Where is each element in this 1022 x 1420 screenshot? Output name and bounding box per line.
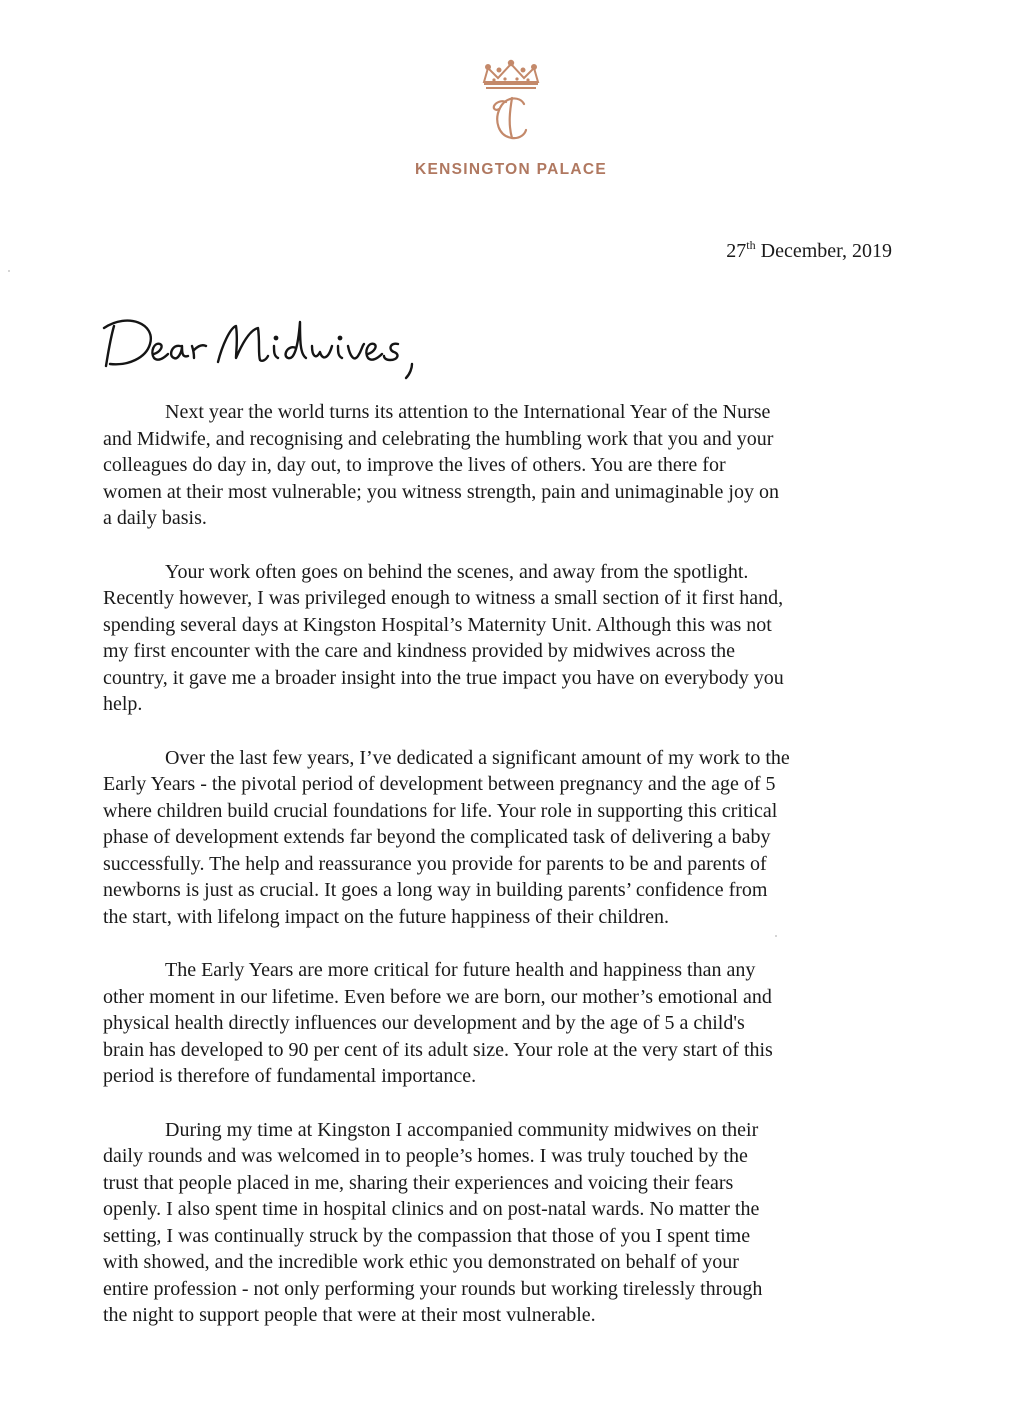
text-line: Recently however, I was privileged enough to witness a small section of it first hand, <box>103 587 784 609</box>
text-line: other moment in our lifetime. Even before we are born, our mother’s emotional and <box>103 985 772 1008</box>
paper-speck <box>775 935 777 937</box>
text-line: women at their most vulnerable; you witness strength, pain and unimaginable joy on <box>103 480 779 503</box>
text-line: brain has developed to 90 per cent of its adult size. Your role at the very start of this <box>103 1038 773 1061</box>
text-line: period is therefore of fundamental importance. <box>103 1065 477 1087</box>
text-line: phase of development extends far beyond the complicated task of delivering a baby <box>103 826 771 848</box>
text-line: entire profession - not only performing your rounds but working tirelessly through <box>103 1277 763 1300</box>
text-line: country, it gave me a broader insight into the true impact you have on everybody you <box>103 666 784 689</box>
palace-name: KENSINGTON PALACE <box>414 161 608 178</box>
letter-body <box>103 399 903 1356</box>
text-line: openly. I also spent time in hospital clinics and on post-natal wards. No matter the <box>103 1198 760 1220</box>
text-line: the night to support people that were at their most vulnerable. <box>103 1304 596 1326</box>
text-line: with showed, and the incredible work ethic you demonstrated on behalf of your <box>103 1251 739 1273</box>
handwritten-salutation <box>100 300 440 390</box>
date-rest: December, 2019 <box>755 240 892 262</box>
date-day: 27 <box>726 240 747 262</box>
text-line: setting, I was continually struck by the compassion that those of you I spent time <box>103 1224 751 1247</box>
paragraph <box>103 745 903 931</box>
text-line: newborns is just as crucial. It goes a long way in building parents’ confidence from <box>103 879 768 901</box>
letterhead <box>0 58 1022 148</box>
paragraph <box>103 559 903 718</box>
text-line: spending several days at Kingston Hospital’s Maternity Unit. Although this was not <box>103 613 772 636</box>
text-line: During my time at Kingston I accompanied community midwives on their <box>165 1118 759 1141</box>
text-line: trust that people placed in me, sharing their experiences and voicing their fears <box>103 1171 734 1194</box>
text-line: colleagues do day in, day out, to improve the lives of others. You are there for <box>103 454 726 476</box>
text-line: help. <box>103 693 143 715</box>
text-line: successfully. The help and reassurance you provide for parents to be and parents of <box>103 852 767 875</box>
text-line: the start, with lifelong impact on the future happiness of their children. <box>103 905 669 928</box>
text-line: my first encounter with the care and kindness provided by midwives across the <box>103 640 736 662</box>
paragraph <box>103 957 903 1090</box>
letter-date <box>726 240 892 263</box>
paragraph <box>103 1117 903 1329</box>
text-line: Your work often goes on behind the scenes, and away from the spotlight. <box>165 560 749 583</box>
coronet-monogram-c-icon <box>476 58 546 148</box>
text-line: physical health directly influences our development and by the age of 5 a child's <box>103 1012 745 1034</box>
text-line: The Early Years are more critical for future health and happiness than any <box>165 959 756 981</box>
text-line: daily rounds and was welcomed in to people’s homes. I was truly touched by the <box>103 1145 748 1167</box>
text-line: where children build crucial foundations for life. Your role in supporting this critical <box>103 799 778 822</box>
paper-speck <box>8 270 10 272</box>
text-line: a daily basis. <box>103 507 207 529</box>
text-line: and Midwife, and recognising and celebrating the humbling work that you and your <box>103 427 774 450</box>
salutation-script-icon <box>100 300 440 390</box>
text-line: Next year the world turns its attention to the International Year of the Nurse <box>165 401 771 423</box>
paragraph <box>103 399 903 532</box>
text-line: Early Years - the pivotal period of development between pregnancy and the age of 5 <box>103 773 776 795</box>
date-suffix: th <box>746 238 756 252</box>
text-line: Over the last few years, I’ve dedicated a significant amount of my work to the <box>165 746 790 769</box>
